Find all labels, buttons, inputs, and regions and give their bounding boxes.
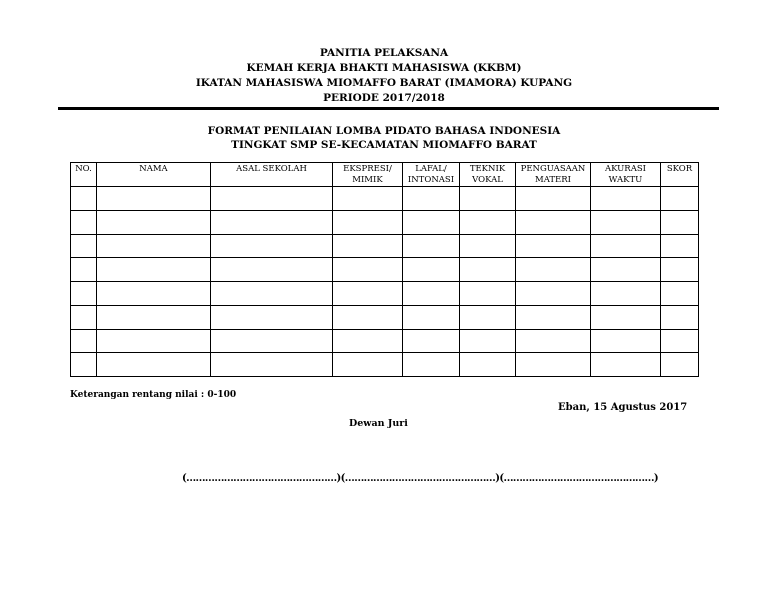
table-cell (71, 353, 97, 377)
col-ekspresi-mimik: EKSPRESI/ MIMIK (333, 163, 403, 187)
table-cell (460, 305, 516, 329)
table-cell (403, 187, 460, 211)
place-date: Eban, 15 Agustus 2017 (558, 402, 688, 413)
table-cell (333, 282, 403, 306)
table-cell (516, 282, 591, 306)
header-divider (58, 107, 719, 110)
header-line-1: PANITIA PELAKSANA (319, 47, 449, 59)
table-cell (460, 353, 516, 377)
table-cell (71, 282, 97, 306)
table-cell (516, 234, 591, 258)
table-cell (661, 234, 699, 258)
form-title (0, 124, 768, 152)
table-cell (516, 187, 591, 211)
table-cell (97, 353, 211, 377)
table-cell (591, 187, 661, 211)
table-cell (71, 187, 97, 211)
table-cell (591, 353, 661, 377)
table-row (71, 282, 699, 306)
table-cell (460, 187, 516, 211)
table-cell (591, 305, 661, 329)
table-cell (71, 305, 97, 329)
col-penguasaan-materi: PENGUASAAN MATERI (516, 163, 591, 187)
table-row (71, 258, 699, 282)
table-cell (591, 258, 661, 282)
table-cell (403, 210, 460, 234)
table-cell (97, 329, 211, 353)
table-cell (333, 305, 403, 329)
table-cell (211, 210, 333, 234)
table-cell (211, 258, 333, 282)
table-cell (516, 210, 591, 234)
table-header-row (71, 163, 699, 187)
col-lafal-intonasi: LAFAL/ INTONASI (403, 163, 460, 187)
table-row (71, 210, 699, 234)
header-line-2: KEMAH KERJA BHAKTI MAHASISWA (KKBM) (246, 62, 522, 74)
table-cell (71, 234, 97, 258)
table-cell (403, 258, 460, 282)
table-cell (403, 305, 460, 329)
table-cell (97, 282, 211, 306)
table-cell (403, 329, 460, 353)
table-cell (591, 329, 661, 353)
col-teknik-vokal: TEKNIK VOKAL (460, 163, 516, 187)
table-cell (661, 282, 699, 306)
table-cell (333, 329, 403, 353)
jury-label: Dewan Juri (349, 418, 408, 429)
table-cell (97, 187, 211, 211)
table-cell (516, 305, 591, 329)
table-cell (71, 210, 97, 234)
table-cell (661, 258, 699, 282)
col-skor: SKOR (661, 163, 699, 187)
table-body (71, 187, 699, 377)
table-cell (333, 234, 403, 258)
col-no: NO. (71, 163, 97, 187)
table-cell (71, 258, 97, 282)
document-header (0, 46, 768, 106)
table-cell (460, 329, 516, 353)
table-row (71, 305, 699, 329)
table-row (71, 234, 699, 258)
table-cell (460, 210, 516, 234)
table-cell (97, 258, 211, 282)
table-cell (661, 305, 699, 329)
table-cell (591, 282, 661, 306)
table-cell (591, 210, 661, 234)
table-cell (661, 353, 699, 377)
table-cell (460, 258, 516, 282)
table-cell (97, 210, 211, 234)
table-cell (211, 305, 333, 329)
table-cell (460, 282, 516, 306)
table-row (71, 329, 699, 353)
table-cell (97, 234, 211, 258)
table-row (71, 187, 699, 211)
table-cell (661, 187, 699, 211)
table-cell (211, 187, 333, 211)
table-cell (516, 329, 591, 353)
table-cell (333, 353, 403, 377)
table-cell (661, 329, 699, 353)
signature-lines: (…………………………………………)(…………………………………………)(…………………………………………) (182, 473, 658, 484)
table-cell (333, 258, 403, 282)
col-nama: NAMA (97, 163, 211, 187)
header-line-4: PERIODE 2017/2018 (323, 92, 445, 104)
table-cell (211, 329, 333, 353)
score-table (70, 162, 699, 377)
table-cell (211, 353, 333, 377)
table-cell (403, 282, 460, 306)
form-title-line-1: FORMAT PENILAIAN LOMBA PIDATO BAHASA INDONESIA (207, 125, 561, 137)
table-cell (403, 353, 460, 377)
score-range-note: Keterangan rentang nilai : 0-100 (70, 390, 237, 400)
table-cell (460, 234, 516, 258)
col-akurasi-waktu: AKURASI WAKTU (591, 163, 661, 187)
table-cell (333, 210, 403, 234)
table-cell (211, 282, 333, 306)
table-cell (403, 234, 460, 258)
header-line-3: IKATAN MAHASISWA MIOMAFFO BARAT (IMAMORA) KUPANG (195, 77, 573, 89)
table-cell (97, 305, 211, 329)
table-cell (661, 210, 699, 234)
table-cell (71, 329, 97, 353)
table-row (71, 353, 699, 377)
col-asal-sekolah: ASAL SEKOLAH (211, 163, 333, 187)
table-cell (211, 234, 333, 258)
table-cell (516, 258, 591, 282)
table-cell (333, 187, 403, 211)
table-cell (591, 234, 661, 258)
form-title-line-2: TINGKAT SMP SE-KECAMATAN MIOMAFFO BARAT (231, 139, 537, 151)
table-cell (516, 353, 591, 377)
